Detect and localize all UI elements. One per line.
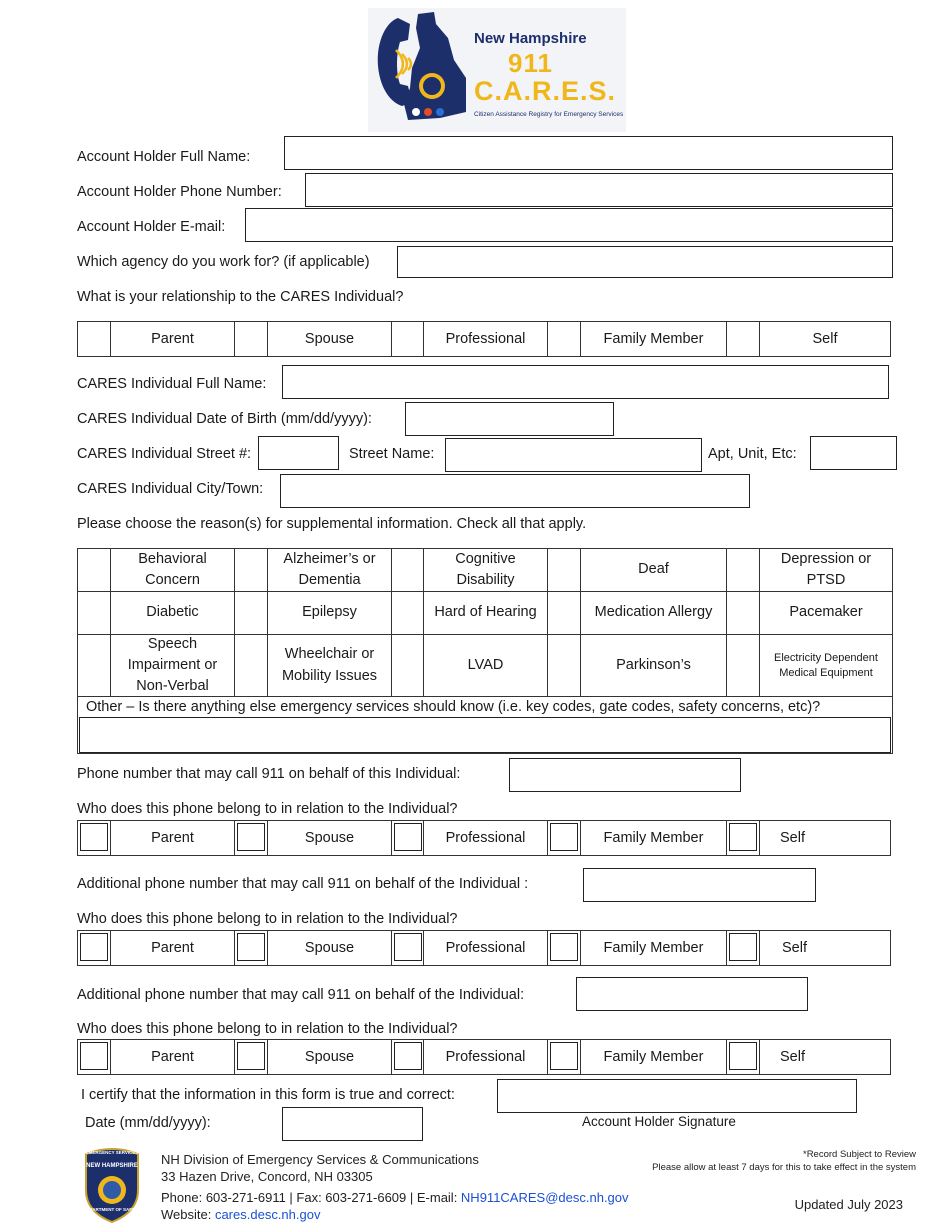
rel-label-family: Family Member — [581, 322, 727, 356]
relationship-table — [77, 321, 891, 357]
cond-electricity: Electricity Dependent Medical Equipment — [774, 651, 878, 679]
phone2-check-spouse[interactable] — [237, 933, 265, 961]
cond-cognitive: Cognitive Disability — [424, 549, 548, 591]
footer-contact — [161, 1190, 629, 1205]
phone3-label-spouse: Spouse — [268, 1040, 392, 1074]
phone3-label-family: Family Member — [581, 1040, 727, 1074]
logo-tagline: Citizen Assistance Registry for Emergency Services — [474, 111, 624, 118]
date-label: Date (mm/dd/yyyy): — [85, 1115, 211, 1131]
footer-email-link[interactable]: NH911CARES@desc.nh.gov — [460, 1190, 629, 1205]
logo-number: 911 — [508, 48, 553, 78]
cond-deaf: Deaf — [581, 549, 727, 591]
street-name-label: Street Name: — [349, 446, 435, 462]
phone3-rel-question: Who does this phone belong to in relation to the Individual? — [77, 1021, 458, 1037]
phone1-check-professional[interactable] — [394, 823, 422, 851]
phone2-input[interactable] — [583, 868, 816, 902]
footer-phone-fax: Phone: 603-271-6911 | Fax: 603-271-6609 | E-mail: — [161, 1190, 461, 1205]
relationship-question: What is your relationship to the CARES Individual? — [77, 289, 404, 305]
footer-org: NH Division of Emergency Services & Communications — [161, 1152, 479, 1167]
rel-check-parent[interactable] — [78, 322, 111, 356]
agency-label: Which agency do you work for? (if applicable) — [77, 254, 370, 270]
cond-alzheimers: Alzheimer’s or Dementia — [268, 549, 392, 591]
cond-check[interactable] — [235, 592, 268, 634]
badge-icon — [82, 1146, 142, 1224]
other-input[interactable] — [79, 717, 891, 753]
cond-check[interactable] — [78, 592, 111, 634]
holder-name-input[interactable] — [284, 136, 893, 170]
record-note: *Record Subject to Review — [803, 1149, 916, 1160]
updated-date: Updated July 2023 — [794, 1197, 903, 1212]
phone2-label-parent: Parent — [111, 931, 235, 965]
reasons-question: Please choose the reason(s) for supplemental information. Check all that apply. — [77, 516, 587, 532]
logo-acronym: C.A.R.E.S. — [474, 76, 617, 106]
holder-phone-label: Account Holder Phone Number: — [77, 184, 282, 200]
badge-bottom-text: DEPARTMENT OF SAFETY — [83, 1207, 141, 1212]
phone1-label-parent: Parent — [111, 821, 235, 855]
cond-check[interactable] — [548, 549, 581, 591]
footer-website-label: Website: — [161, 1207, 215, 1222]
footer-website-link[interactable]: cares.desc.nh.gov — [214, 1207, 321, 1222]
phone1-check-spouse[interactable] — [237, 823, 265, 851]
cond-behavioral: Behavioral Concern — [111, 549, 235, 591]
phone2-check-parent[interactable] — [80, 933, 108, 961]
cond-check[interactable] — [727, 635, 760, 696]
cond-parkinsons: Parkinson’s — [581, 635, 727, 696]
phone1-rel-question: Who does this phone belong to in relation to the Individual? — [77, 801, 458, 817]
phone2-label-self: Self — [782, 940, 807, 956]
footer-address: 33 Hazen Drive, Concord, NH 03305 — [161, 1169, 373, 1184]
phone1-label-professional: Professional — [424, 821, 548, 855]
agency-input[interactable] — [397, 246, 893, 278]
phone2-label-professional: Professional — [424, 931, 548, 965]
phone1-label-family: Family Member — [581, 821, 727, 855]
cond-check[interactable] — [78, 549, 111, 591]
phone3-relationship-table — [77, 1039, 891, 1075]
rel-check-self[interactable] — [727, 322, 760, 356]
ind-name-input[interactable] — [282, 365, 889, 399]
cond-check[interactable] — [727, 549, 760, 591]
phone1-label-self: Self — [780, 830, 805, 846]
holder-email-input[interactable] — [245, 208, 893, 242]
cond-check[interactable] — [235, 549, 268, 591]
cond-diabetic: Diabetic — [111, 592, 235, 634]
holder-phone-input[interactable] — [305, 173, 893, 207]
city-input[interactable] — [280, 474, 750, 508]
phone3-label-self: Self — [780, 1049, 805, 1065]
badge-state-text: NEW HAMPSHIRE — [86, 1163, 138, 1169]
cares-logo — [368, 8, 626, 132]
phone1-label-spouse: Spouse — [268, 821, 392, 855]
signature-input[interactable] — [497, 1079, 857, 1113]
ind-street-no-label: CARES Individual Street #: — [77, 446, 252, 462]
cond-check[interactable] — [727, 592, 760, 634]
phone3-label-professional: Professional — [424, 1040, 548, 1074]
ind-name-label: CARES Individual Full Name: — [77, 376, 267, 392]
date-input[interactable] — [282, 1107, 423, 1141]
phone3-label: Additional phone number that may call 911 on behalf of the Individual: — [77, 987, 525, 1003]
certify-label: I certify that the information in this form is true and correct: — [81, 1087, 455, 1103]
cond-wheelchair: Wheelchair or Mobility Issues — [268, 635, 392, 696]
cond-pacemaker: Pacemaker — [789, 604, 863, 621]
phone2-label-spouse: Spouse — [268, 931, 392, 965]
footer-website — [161, 1207, 320, 1222]
rel-label-self: Self — [812, 331, 838, 347]
other-label: Other – Is there anything else emergency services should know (i.e. key codes, gate codes, safety concerns, etc)? — [86, 699, 821, 715]
street-name-input[interactable] — [445, 438, 702, 472]
phone2-check-professional[interactable] — [394, 933, 422, 961]
cond-check[interactable] — [78, 635, 111, 696]
signature-label: Account Holder Signature — [582, 1114, 736, 1129]
apt-label: Apt, Unit, Etc: — [708, 446, 797, 462]
rel-label-professional: Professional — [424, 322, 548, 356]
ind-street-no-input[interactable] — [258, 436, 339, 470]
allow-note: Please allow at least 7 days for this to take effect in the system — [652, 1162, 916, 1173]
ind-dob-input[interactable] — [405, 402, 614, 436]
rel-check-family[interactable] — [548, 322, 581, 356]
rel-label-parent: Parent — [111, 322, 235, 356]
conditions-table — [77, 548, 893, 754]
phone2-label: Additional phone number that may call 911 on behalf of the Individual : — [77, 876, 529, 892]
phone1-check-parent[interactable] — [80, 823, 108, 851]
phone2-rel-question: Who does this phone belong to in relation to the Individual? — [77, 911, 458, 927]
cond-check[interactable] — [392, 592, 424, 634]
cond-hard-of-hearing: Hard of Hearing — [424, 592, 548, 634]
rel-label-spouse: Spouse — [268, 322, 392, 356]
cond-check[interactable] — [235, 635, 268, 696]
phone2-check-self[interactable] — [729, 933, 757, 961]
phone2-relationship-table — [77, 930, 891, 966]
department-of-safety-badge — [82, 1146, 142, 1224]
cond-epilepsy: Epilepsy — [268, 592, 392, 634]
phone1-relationship-table — [77, 820, 891, 856]
phone3-check-spouse[interactable] — [237, 1042, 265, 1070]
apt-input[interactable] — [810, 436, 897, 470]
phone3-label-parent: Parent — [111, 1040, 235, 1074]
phone1-label: Phone number that may call 911 on behalf of this Individual: — [77, 766, 461, 782]
phone2-check-family[interactable] — [550, 933, 578, 961]
phone1-check-self[interactable] — [729, 823, 757, 851]
phone2-label-family: Family Member — [581, 931, 727, 965]
phone3-check-self[interactable] — [729, 1042, 757, 1070]
rel-check-spouse[interactable] — [235, 322, 268, 356]
cond-medication-allergy: Medication Allergy — [581, 592, 727, 634]
phone3-input[interactable] — [576, 977, 808, 1011]
cond-check[interactable] — [392, 635, 424, 696]
cond-lvad: LVAD — [424, 635, 548, 696]
holder-email-label: Account Holder E-mail: — [77, 219, 226, 235]
logo-state: New Hampshire — [474, 30, 587, 47]
city-label: CARES Individual City/Town: — [77, 481, 264, 497]
cond-depression: Depression or PTSD — [780, 550, 872, 588]
holder-name-label: Account Holder Full Name: — [77, 149, 251, 165]
phone3-check-family[interactable] — [550, 1042, 578, 1070]
cond-check[interactable] — [548, 592, 581, 634]
phone1-input[interactable] — [509, 758, 741, 792]
badge-top-text: EMERGENCY SERVICES — [85, 1150, 139, 1155]
phone1-check-family[interactable] — [550, 823, 578, 851]
phone3-check-parent[interactable] — [80, 1042, 108, 1070]
phone3-check-professional[interactable] — [394, 1042, 422, 1070]
cond-speech: Speech Impairment or Non-Verbal — [111, 635, 235, 696]
cond-check[interactable] — [548, 635, 581, 696]
rel-check-professional[interactable] — [392, 322, 424, 356]
cond-check[interactable] — [392, 549, 424, 591]
ind-dob-label: CARES Individual Date of Birth (mm/dd/yyyy): — [77, 411, 372, 427]
